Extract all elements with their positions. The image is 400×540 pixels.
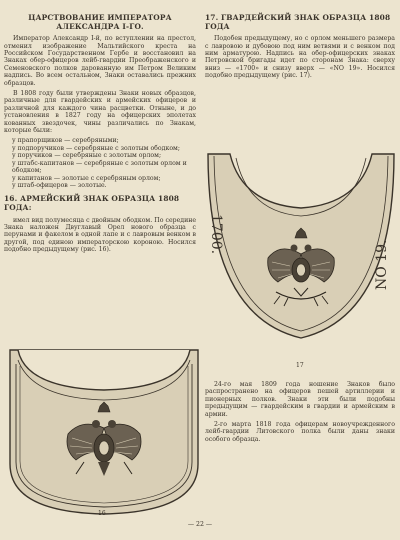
section-heading: ЦАРСТВОВАНИЕ ИМПЕРАТОРА АЛЕКСАНДРА I-ГО.	[28, 13, 172, 31]
guard-gorget-illustration	[204, 146, 398, 352]
right-bottom-text	[205, 381, 395, 446]
rank-item: у подпоручиков — серебряные с золотым ободком;	[12, 144, 180, 152]
figure-17-number: 17	[296, 362, 304, 369]
rank-item: у капитанов — золотые с серебряным орлом;	[12, 174, 161, 182]
figure-16	[6, 344, 202, 520]
rank-item: у прапорщиков — серебряными;	[12, 137, 119, 145]
figure-17	[204, 146, 398, 352]
army-gorget-illustration	[6, 344, 202, 520]
paragraph-army-badge: имел вид полумесяца с двойным ободком. По середине Знака наложен Двуглавый Орел нового образца с перунами и факелом в одной лапе и с лавровым венком в другой, под единою императорскою короною. Носился подобно предыдущему (рис. 16).	[4, 216, 196, 254]
figure-16-number: 16	[98, 510, 106, 517]
paragraph-1808: В 1808 году были утверждены Знаки новых образцов, различные для гвардейских и армейских офицеров и различной для каждого чина расцветки. Отныне, и до установления в 1827 году на офицерских эполетах кованных звездочек, чины различались по Знакам, которые были:	[4, 90, 196, 135]
badge-inscription-left: 1700.	[208, 214, 224, 255]
right-column	[205, 14, 395, 83]
rank-item: у поручиков — серебряные с золотым орлом;	[12, 152, 162, 160]
rank-list	[4, 137, 196, 189]
page-number: — 22 —	[187, 521, 213, 528]
rank-item: у штаб-офицеров — золотые.	[12, 181, 107, 189]
paragraph-guard-badge: Подобен предыдущему, но с орлом меньшего размера с лавровою и дубовою под ним ветвями и с венком под ним арматурою. Надпись на обер-офицерских знаках Петровской бригады идет по сторонам Знака: сверху вниз — «1700» и снизу вверх — «NO 19». Носился подобно предыдущему (рис. 17).	[205, 35, 395, 80]
paragraph-intro: Император Александр I-й, по вступлении на престол, отменил изображение Мальтийского креста на Российском Государственном Гербе и восстановил на Знаках обер-офицеров лейб-гвардии Преображенского и Семеновского полков дарованную им Петром Великим надпись. Во всем остальном, Знаки оставались прежних образцов.	[4, 35, 196, 87]
badge-inscription-right: NO 19.	[374, 239, 390, 290]
paragraph-1818: 2-го марта 1818 года офицерам новоучрежденного лейб-гвардии Литовского полка были даны знаки особого образца.	[205, 421, 395, 443]
heading-army-badge: 16. АРМЕЙСКИЙ ЗНАК ОБРАЗЦА 1808 ГОДА:	[4, 194, 180, 212]
rank-item: у штабс-капитанов — серебряные с золотым орлом и ободком;	[12, 159, 187, 175]
left-column	[4, 14, 196, 257]
paragraph-1809: 24-го мая 1809 года ношение Знаков было распространено на офицеров пешей артиллерии и пионерных полков. Знаки эти были подобны предыдущим — гвардейским в гвардии и армейским в армии.	[205, 381, 395, 418]
heading-guard-badge: 17. ГВАРДЕЙСКИЙ ЗНАК ОБРАЗЦА 1808 ГОДА	[205, 13, 391, 31]
